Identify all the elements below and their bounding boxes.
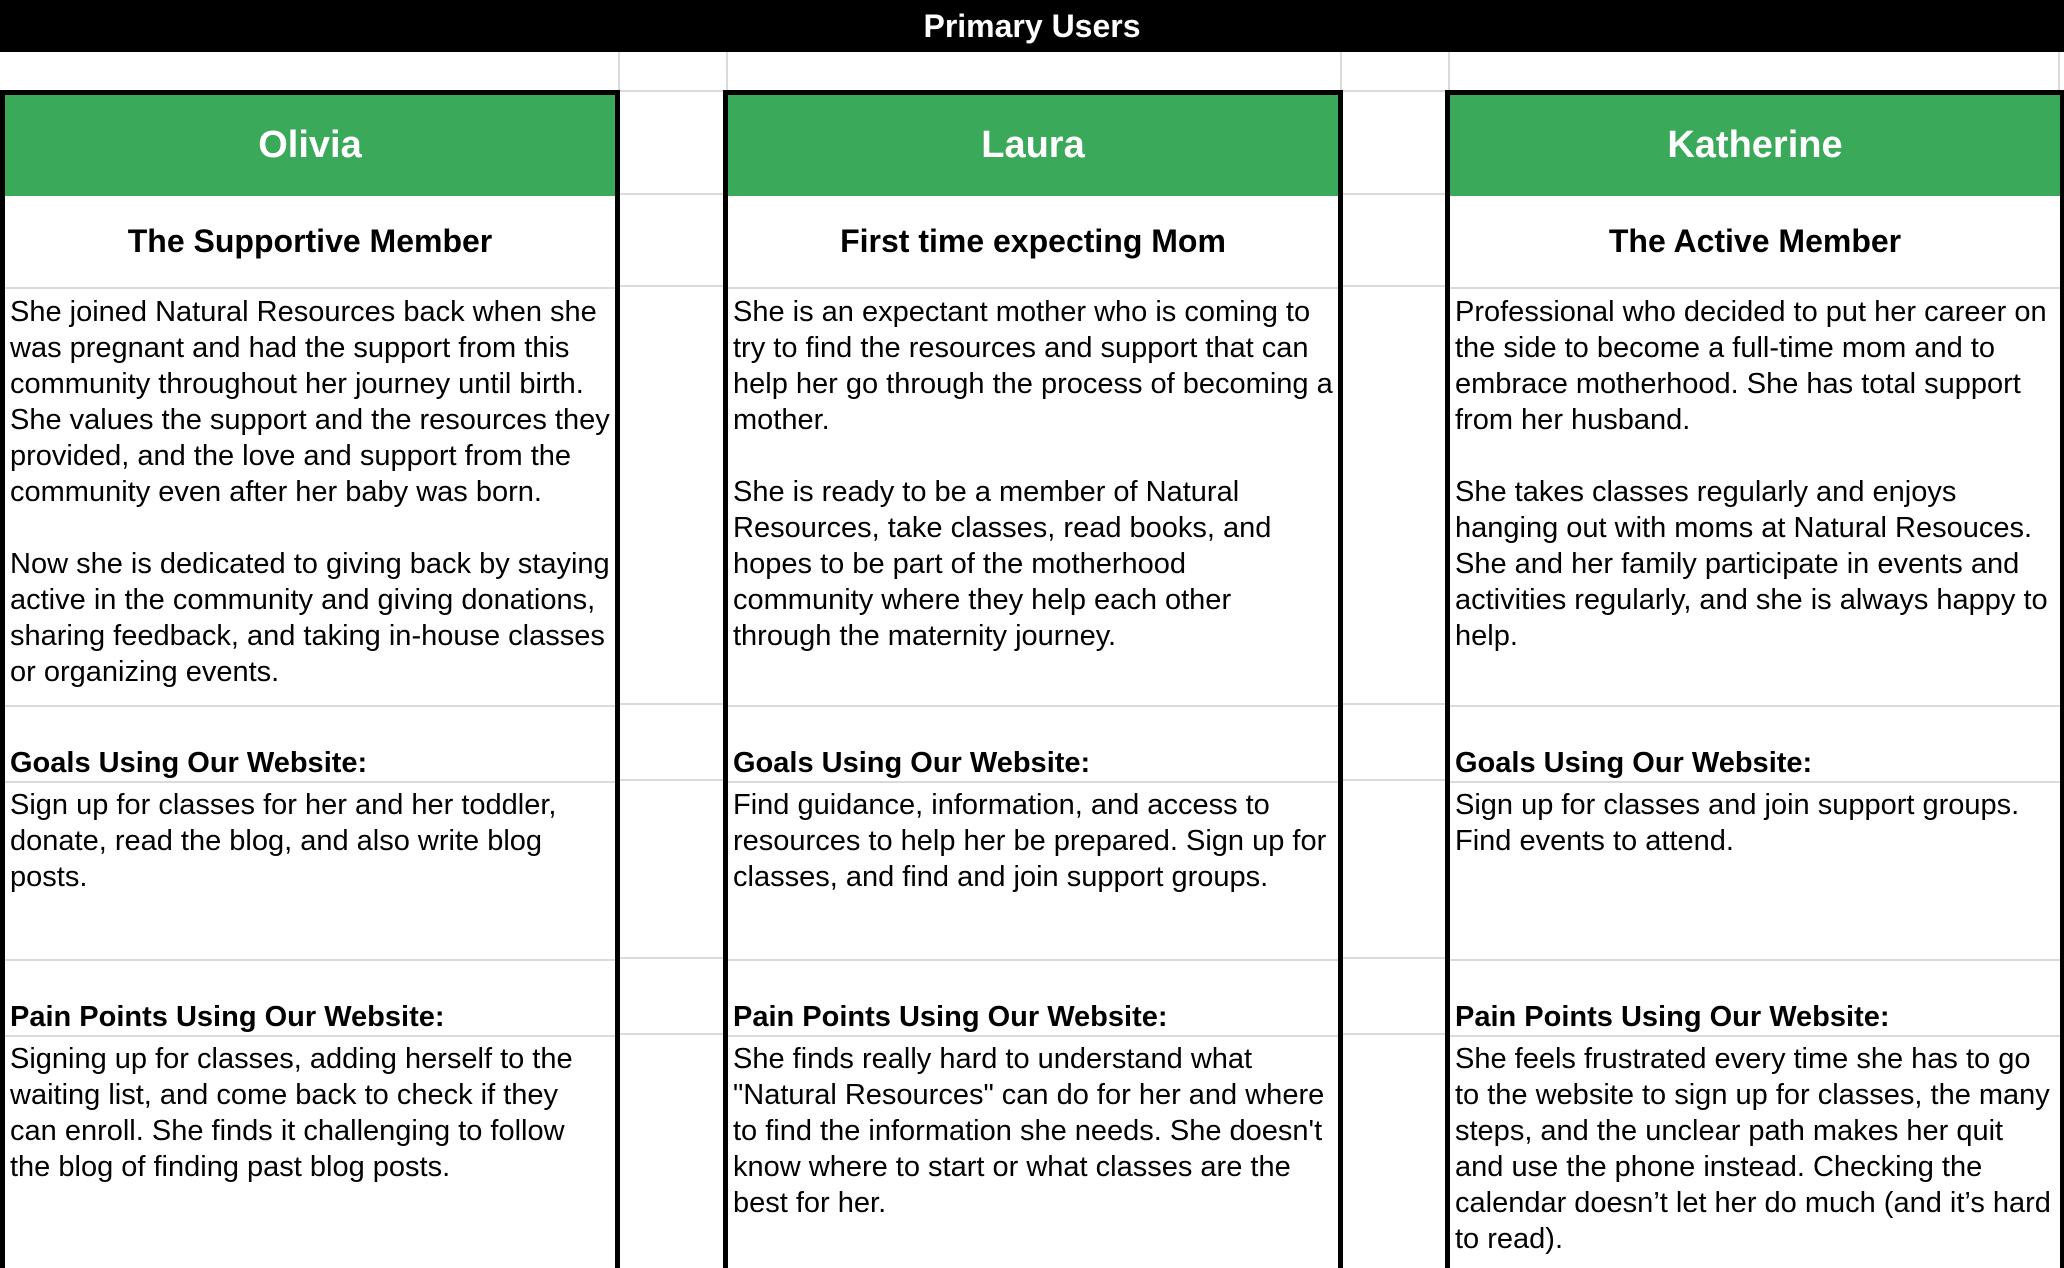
persona-card-laura: [723, 90, 1343, 1268]
persona-pain-points: Signing up for classes, adding herself to the waiting list, and come back to check if they can enroll. She finds it challenging to follow the blog of finding past blog posts.: [10, 1043, 573, 1183]
row-divider: [5, 705, 615, 707]
gridline: [620, 1033, 726, 1035]
goals-label: Goals Using Our Website:: [10, 747, 368, 779]
gridline: [1448, 52, 1450, 92]
row-divider: [5, 1035, 615, 1037]
gridline: [620, 703, 726, 705]
row-divider: [5, 287, 615, 289]
gridline: [1340, 52, 1342, 92]
sheet-title: Primary Users: [0, 0, 2064, 52]
gridline: [726, 52, 728, 92]
persona-goals: Sign up for classes for her and her toddler, donate, read the blog, and also write blog posts.: [10, 789, 557, 893]
persona-bio: She joined Natural Resources back when she was pregnant and had the support from this community throughout her journey until birth. She values the support and the resources they provided, and the love and support from the community even after her baby was born. Now she is dedicated to giving back by staying active in the community and giving donations, sharing feedback, and taking in-house classes or organizing events.: [10, 296, 610, 688]
row-divider: [1450, 1035, 2060, 1037]
persona-name: Katherine: [1450, 95, 2060, 196]
row-divider: [728, 287, 1338, 289]
row-divider: [1450, 705, 2060, 707]
persona-goals: Sign up for classes and join support groups. Find events to attend.: [1455, 789, 2020, 857]
gridline: [620, 193, 726, 195]
persona-card-olivia: [0, 90, 620, 1268]
persona-pain-points: She finds really hard to understand what "Natural Resources" can do for her and where to find the information she needs. She doesn't know where to start or what classes are the best for her.: [733, 1043, 1325, 1219]
goals-label: Goals Using Our Website:: [1455, 747, 1813, 779]
pain-points-label: Pain Points Using Our Website:: [1455, 1001, 1890, 1033]
persona-name: Olivia: [5, 95, 615, 196]
gridline: [620, 957, 726, 959]
persona-subtitle: The Active Member: [1608, 223, 1902, 259]
gridline: [620, 285, 726, 287]
goals-label: Goals Using Our Website:: [733, 747, 1091, 779]
persona-name: Laura: [728, 95, 1338, 196]
persona-card-katherine: [1445, 90, 2064, 1268]
pain-points-label: Pain Points Using Our Website:: [733, 1001, 1168, 1033]
gridline: [1342, 193, 1448, 195]
persona-bio: She is an expectant mother who is coming to try to find the resources and support that can help her go through the process of becoming a mother. She is ready to be a member of Natural Resources, take classes, read books, and hopes to be part of the motherhood community where they help each other through the maternity journey.: [733, 296, 1333, 652]
gridline: [1342, 703, 1448, 705]
persona-bio: Professional who decided to put her career on the side to become a full-time mom and to embrace motherhood. She has total support from her husband. She takes classes regularly and enjoys hanging out with moms at Natural Resouces. She and her family participate in events and activities regularly, and she is always happy to help.: [1455, 296, 2048, 652]
pain-points-label: Pain Points Using Our Website:: [10, 1001, 445, 1033]
row-divider: [728, 705, 1338, 707]
row-divider: [728, 781, 1338, 783]
gridline: [1342, 957, 1448, 959]
persona-goals: Find guidance, information, and access to resources to help her be prepared. Sign up for classes, and find and join support groups.: [733, 789, 1327, 893]
row-divider: [5, 781, 615, 783]
row-divider: [1450, 959, 2060, 961]
persona-subtitle: The Supportive Member: [127, 223, 493, 259]
gridline: [618, 52, 620, 92]
persona-subtitle: First time expecting Mom: [840, 223, 1226, 259]
gridline: [1342, 285, 1448, 287]
row-divider: [728, 1035, 1338, 1037]
row-divider: [1450, 287, 2060, 289]
gridline: [1342, 1033, 1448, 1035]
row-divider: [728, 959, 1338, 961]
row-divider: [1450, 781, 2060, 783]
gridline: [1342, 779, 1448, 781]
gridline: [620, 779, 726, 781]
persona-pain-points: She feels frustrated every time she has to go to the website to sign up for classes, the many steps, and the unclear path makes her quit and use the phone instead. Checking the calendar doesn’t let her do much (and it’s hard to read).: [1455, 1043, 2051, 1255]
row-divider: [5, 959, 615, 961]
